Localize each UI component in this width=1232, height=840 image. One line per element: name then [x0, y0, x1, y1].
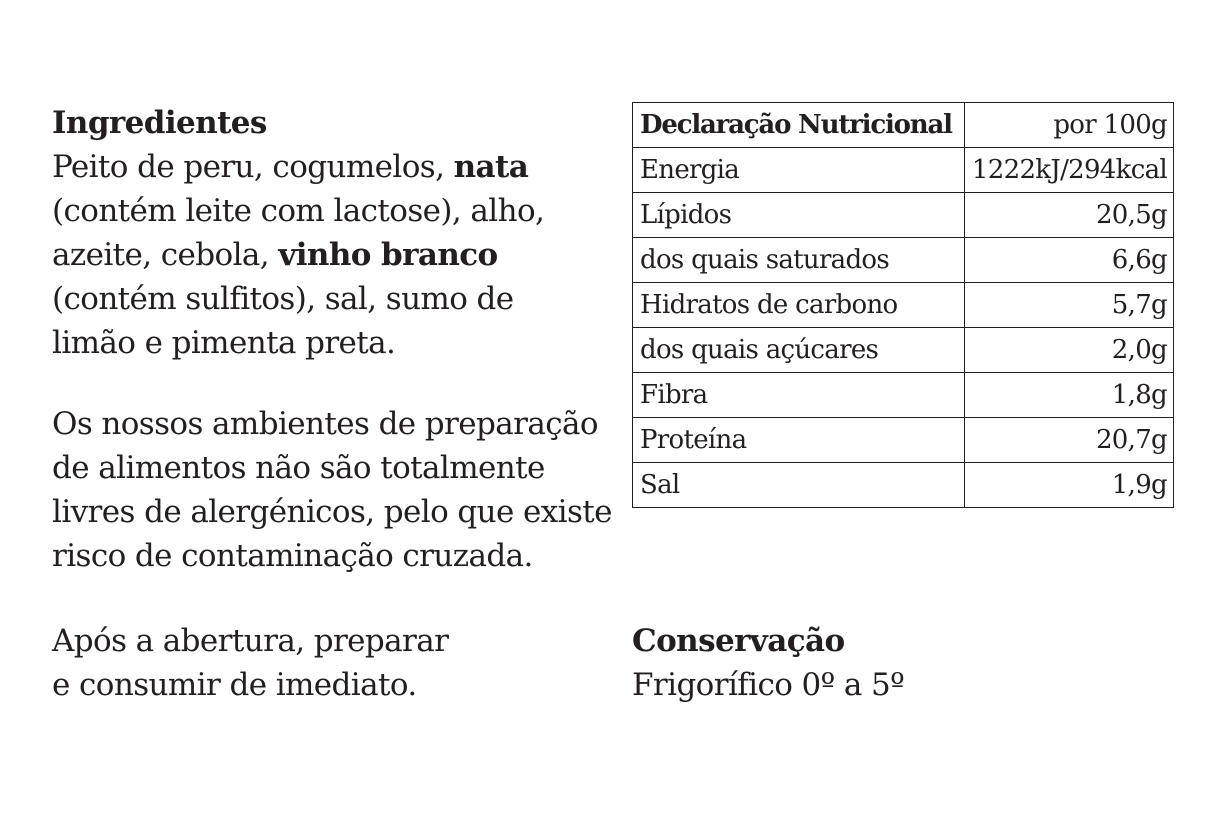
- nutrient-value: 1,8g: [964, 373, 1173, 418]
- nutrient-name: Hidratos de carbono: [633, 283, 965, 328]
- nutrient-value: 6,6g: [964, 238, 1173, 283]
- nutrient-name: dos quais açúcares: [633, 328, 965, 373]
- nutrition-table: [632, 102, 1174, 508]
- nutrition-row: [633, 373, 1174, 418]
- ingredients-text: Peito de peru, cogumelos,: [52, 149, 454, 185]
- nutrient-name: Proteína: [633, 418, 965, 463]
- nutrient-name: Energia: [633, 148, 965, 193]
- nutrition-row: [633, 283, 1174, 328]
- ingredients-line: [52, 189, 544, 233]
- nutrient-name: dos quais saturados: [633, 238, 965, 283]
- allergen-notice-line: de alimentos não são totalmente: [52, 450, 545, 486]
- conservation-heading: Conservação: [632, 623, 845, 659]
- allergen-vinho-branco: vinho branco: [278, 237, 498, 273]
- nutrition-row: [633, 463, 1174, 508]
- allergen-notice: [52, 402, 612, 578]
- nutrition-row: [633, 193, 1174, 238]
- nutrition-row: [633, 238, 1174, 283]
- conservation-section: [632, 619, 904, 707]
- allergen-nata: nata: [453, 149, 529, 185]
- nutrient-value: 5,7g: [964, 283, 1173, 328]
- nutrient-value: 20,5g: [964, 193, 1173, 238]
- nutrient-name: Fibra: [633, 373, 965, 418]
- ingredients-text: (contém sulfitos), sal, sumo de: [52, 281, 514, 317]
- ingredients-text: azeite, cebola,: [52, 237, 279, 273]
- nutrition-row: [633, 148, 1174, 193]
- nutrition-row: [633, 418, 1174, 463]
- ingredients-line: [52, 233, 544, 277]
- ingredients-text: limão e pimenta preta.: [52, 325, 396, 361]
- nutrient-value: 20,7g: [964, 418, 1173, 463]
- ingredients-heading: Ingredientes: [52, 105, 267, 141]
- nutrition-row: [633, 328, 1174, 373]
- nutrient-value: 1,9g: [964, 463, 1173, 508]
- nutrient-name: Lípidos: [633, 193, 965, 238]
- nutrition-per-label: por 100g: [964, 103, 1173, 148]
- nutrient-value: 1222kJ/294kcal: [964, 148, 1173, 193]
- ingredients-section: [52, 101, 544, 365]
- conservation-text: Frigorífico 0º a 5º: [632, 667, 905, 703]
- allergen-notice-line: livres de alergénicos, pelo que existe: [52, 494, 612, 530]
- nutrient-value: 2,0g: [964, 328, 1173, 373]
- allergen-notice-line: Os nossos ambientes de preparação: [52, 406, 598, 442]
- nutrient-name: Sal: [633, 463, 965, 508]
- ingredients-line: [52, 321, 544, 365]
- nutrition-header-row: [633, 103, 1174, 148]
- opening-notice-line: Após a abertura, preparar: [52, 623, 449, 659]
- ingredients-text: (contém leite com lactose), alho,: [52, 193, 545, 229]
- nutrition-title: Declaração Nutricional: [633, 103, 965, 148]
- allergen-notice-line: risco de contaminação cruzada.: [52, 538, 533, 574]
- ingredients-line: [52, 145, 544, 189]
- opening-notice: [52, 619, 448, 707]
- ingredients-line: [52, 277, 544, 321]
- opening-notice-line: e consumir de imediato.: [52, 667, 417, 703]
